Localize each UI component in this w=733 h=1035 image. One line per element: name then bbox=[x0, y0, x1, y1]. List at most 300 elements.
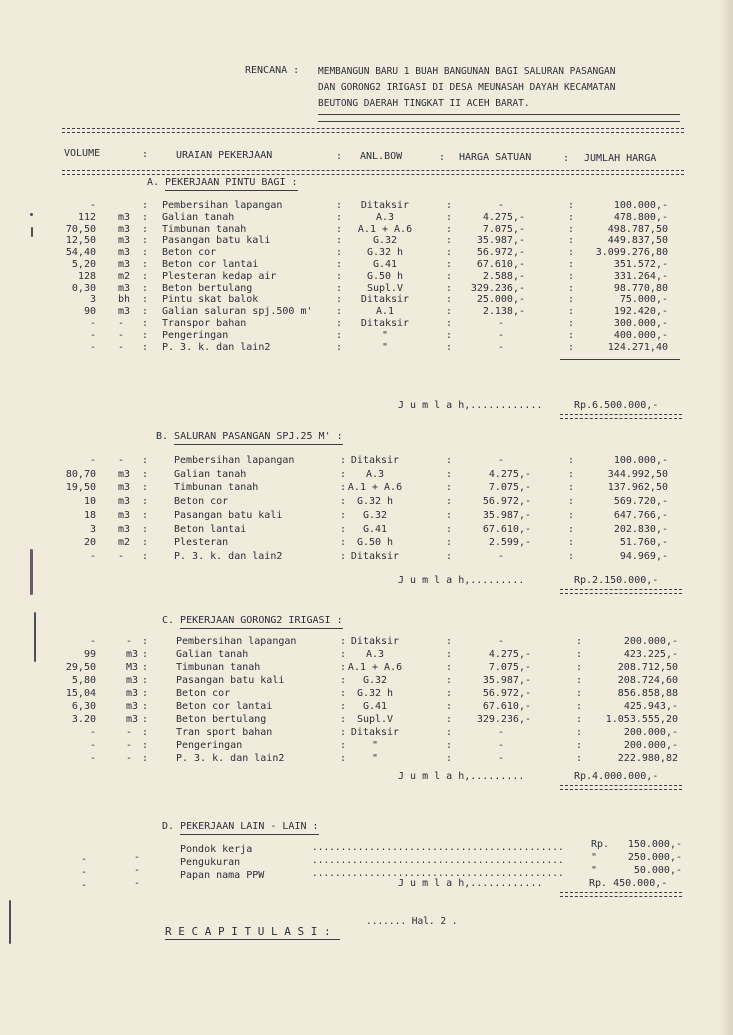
row-colon: : bbox=[142, 551, 149, 562]
row-colon: : bbox=[568, 259, 575, 270]
header-label: RENCANA : bbox=[245, 65, 300, 76]
row-unit: m3 bbox=[118, 259, 131, 270]
row-item: Pengeringan bbox=[162, 330, 229, 341]
row-colon: : bbox=[568, 342, 575, 353]
section-title-underline bbox=[180, 834, 319, 835]
total-label: J u m l a h,............ bbox=[398, 400, 543, 411]
row-colon: : bbox=[568, 524, 575, 535]
row-colon: : bbox=[568, 455, 575, 466]
row-colon: : bbox=[576, 688, 583, 699]
row-colon: : bbox=[568, 306, 575, 317]
row-anl-bow: G.50 h bbox=[366, 271, 404, 282]
row-item: Beton bertulang bbox=[162, 283, 253, 294]
row-colon: : bbox=[446, 200, 453, 211]
row-colon: : bbox=[336, 259, 343, 270]
row-colon: : bbox=[446, 649, 453, 660]
row-anl-bow: A.1 bbox=[375, 306, 395, 317]
row-unit-price: 329.236,- bbox=[470, 283, 525, 294]
row-colon: : bbox=[336, 330, 343, 341]
section-title-underline bbox=[174, 444, 343, 445]
row-unit: M3 bbox=[126, 662, 139, 673]
row-item: Pasangan batu kali bbox=[174, 510, 283, 521]
row-unit-price: - bbox=[497, 753, 505, 764]
row-unit: - bbox=[126, 740, 133, 751]
row-colon: : bbox=[142, 496, 149, 507]
row-item: Pondok kerja bbox=[180, 844, 253, 855]
row-colon: : bbox=[336, 283, 343, 294]
row-unit-price: 35.987,- bbox=[482, 510, 531, 521]
row-anl-bow: Ditaksir bbox=[350, 727, 400, 738]
row-amount: 3.099.276,80 bbox=[595, 247, 668, 258]
row-colon: : bbox=[340, 662, 347, 673]
row-colon: : bbox=[446, 482, 453, 493]
row-unit: m3 bbox=[126, 714, 139, 725]
row-unit-price: 7.075,- bbox=[488, 482, 531, 493]
row-colon: : bbox=[568, 235, 575, 246]
row-colon: : bbox=[446, 455, 453, 466]
row-unit-price: 25.000,- bbox=[476, 294, 525, 305]
row-unit-price: 35.987,- bbox=[482, 675, 531, 686]
row-item: Beton cor bbox=[176, 688, 231, 699]
header-underline bbox=[318, 114, 680, 115]
row-volume: 0,30 bbox=[71, 283, 96, 294]
row-item: Plesteran kedap air bbox=[162, 271, 277, 282]
row-volume: - bbox=[89, 455, 96, 466]
section-title: B. SALURAN PASANGAN SPJ.25 M' : bbox=[156, 431, 343, 442]
row-anl-bow: Ditaksir bbox=[350, 551, 400, 562]
row-item: Plesteran bbox=[174, 537, 229, 548]
row-volume: 10 bbox=[83, 496, 96, 507]
row-volume: 6,30 bbox=[71, 701, 96, 712]
row-colon: : bbox=[576, 636, 583, 647]
row-item: P. 3. k. dan lain2 bbox=[162, 342, 271, 353]
row-volume: 3 bbox=[89, 294, 96, 305]
total-double-underline bbox=[560, 785, 682, 790]
row-volume: 54,40 bbox=[65, 247, 96, 258]
row-colon: : bbox=[142, 283, 149, 294]
row-amount: 98.770,80 bbox=[613, 283, 668, 294]
row-unit-price: 2.138,- bbox=[482, 306, 525, 317]
row-volume: - bbox=[80, 854, 88, 865]
row-unit: m3 bbox=[126, 649, 139, 660]
row-anl-bow: A.3 bbox=[365, 469, 385, 480]
row-amount: 1.053.555,20 bbox=[605, 714, 678, 725]
row-item: Pasangan batu kali bbox=[162, 235, 271, 246]
row-colon: : bbox=[142, 482, 149, 493]
row-unit: m3 bbox=[118, 224, 131, 235]
row-colon: : bbox=[568, 283, 575, 294]
col-anl: ANL.BOW bbox=[360, 151, 403, 162]
row-volume: 15,04 bbox=[65, 688, 96, 699]
row-leader-dots: ............................................ bbox=[312, 855, 564, 866]
row-unit: m3 bbox=[118, 524, 131, 535]
row-colon: : bbox=[142, 318, 149, 329]
row-item: Pembersihan lapangan bbox=[162, 200, 283, 211]
row-volume: 5,20 bbox=[71, 259, 96, 270]
row-unit-price: 35.987,- bbox=[476, 235, 525, 246]
row-unit-price: 56.972,- bbox=[482, 688, 531, 699]
row-colon: : bbox=[446, 537, 453, 548]
row-colon: : bbox=[142, 294, 149, 305]
row-colon: : bbox=[568, 247, 575, 258]
row-unit-price: 7.075,- bbox=[488, 662, 531, 673]
row-colon: : bbox=[142, 714, 149, 725]
row-anl-bow: Ditaksir bbox=[350, 636, 400, 647]
row-amount: 202.830,- bbox=[613, 524, 668, 535]
header-line-1: MEMBANGUN BARU 1 BUAH BANGUNAN BAGI SALURAN PASANGAN bbox=[318, 66, 616, 77]
section-title-underline bbox=[165, 190, 298, 191]
row-colon: : bbox=[142, 212, 149, 223]
row-item: Timbunan tanah bbox=[162, 224, 247, 235]
row-unit-price: 56.972,- bbox=[476, 247, 525, 258]
row-amount: 192.420,- bbox=[613, 306, 668, 317]
row-colon: : bbox=[446, 551, 453, 562]
row-volume: 80,70 bbox=[65, 469, 96, 480]
row-volume: - bbox=[89, 200, 96, 211]
row-colon: : bbox=[142, 235, 149, 246]
row-colon: : bbox=[340, 740, 347, 751]
row-anl-bow: G.50 h bbox=[356, 537, 394, 548]
row-colon: : bbox=[336, 247, 343, 258]
row-volume: 3.20 bbox=[71, 714, 96, 725]
row-colon: : bbox=[340, 727, 347, 738]
row-colon: : bbox=[446, 235, 453, 246]
row-item: Pengukuran bbox=[180, 857, 241, 868]
row-item: Pasangan batu kali bbox=[176, 675, 285, 686]
row-anl-bow: G.32 h bbox=[366, 247, 404, 258]
row-item: Transpor bahan bbox=[162, 318, 247, 329]
row-amount: 200.000,- bbox=[623, 636, 678, 647]
row-colon: : bbox=[568, 551, 575, 562]
row-item: Galian tanah bbox=[176, 649, 249, 660]
row-unit: - bbox=[126, 636, 133, 647]
row-item: Tran sport bahan bbox=[176, 727, 273, 738]
row-unit-price: 67.610,- bbox=[482, 524, 531, 535]
row-colon: : bbox=[340, 701, 347, 712]
row-colon: : bbox=[446, 469, 453, 480]
row-amount: 423.225,- bbox=[623, 649, 678, 660]
row-unit: m3 bbox=[126, 675, 139, 686]
row-amount: 100.000,- bbox=[613, 200, 668, 211]
total-double-underline bbox=[560, 589, 682, 594]
row-unit: m2 bbox=[118, 271, 131, 282]
row-unit-price: 56.972,- bbox=[482, 496, 531, 507]
row-unit: m2 bbox=[118, 537, 131, 548]
row-currency: " bbox=[591, 852, 598, 863]
row-unit: m3 bbox=[118, 306, 131, 317]
row-unit: - bbox=[118, 551, 125, 562]
section-title: C. PEKERJAAN GORONG2 IRIGASI : bbox=[162, 615, 343, 626]
row-amount: 200.000,- bbox=[623, 740, 678, 751]
row-colon: : bbox=[568, 469, 575, 480]
row-item: Pengeringan bbox=[176, 740, 243, 751]
row-colon: : bbox=[446, 688, 453, 699]
row-colon: : bbox=[446, 510, 453, 521]
row-colon: : bbox=[446, 636, 453, 647]
row-unit-price: 67.610,- bbox=[482, 701, 531, 712]
row-unit: bh bbox=[118, 294, 131, 305]
row-volume: 5,80 bbox=[71, 675, 96, 686]
row-anl-bow: G.41 bbox=[372, 259, 398, 270]
row-amount: 300.000,- bbox=[613, 318, 668, 329]
row-colon: : bbox=[568, 271, 575, 282]
row-colon: : bbox=[568, 482, 575, 493]
row-unit: - bbox=[118, 342, 125, 353]
row-colon: : bbox=[576, 649, 583, 660]
col-sep-3: : bbox=[439, 152, 446, 163]
row-unit: m3 bbox=[118, 469, 131, 480]
row-unit-price: 4.275,- bbox=[488, 649, 531, 660]
row-volume: 90 bbox=[83, 306, 96, 317]
row-amount: 344.992,50 bbox=[607, 469, 668, 480]
row-volume: - bbox=[80, 880, 88, 891]
margin-pen-mark bbox=[31, 227, 33, 237]
row-colon: : bbox=[340, 688, 347, 699]
row-colon: : bbox=[336, 235, 343, 246]
row-unit-price: 67.610,- bbox=[476, 259, 525, 270]
row-colon: : bbox=[336, 294, 343, 305]
row-amount: 50.000,- bbox=[633, 865, 682, 876]
row-colon: : bbox=[142, 247, 149, 258]
row-amount: 250.000,- bbox=[627, 852, 682, 863]
row-unit: - bbox=[134, 865, 141, 876]
row-amount: 222.980,82 bbox=[617, 753, 678, 764]
row-unit: m3 bbox=[118, 283, 131, 294]
row-leader-dots: ............................................ bbox=[312, 842, 564, 853]
row-unit-price: - bbox=[497, 727, 505, 738]
total-value: Rp.4.000.000,- bbox=[574, 771, 659, 782]
margin-pen-mark bbox=[30, 549, 33, 595]
row-volume: 12,50 bbox=[65, 235, 96, 246]
row-colon: : bbox=[568, 318, 575, 329]
row-colon: : bbox=[568, 212, 575, 223]
row-volume: - bbox=[89, 342, 96, 353]
row-anl-bow: A.3 bbox=[375, 212, 395, 223]
total-value: Rp.6.500.000,- bbox=[574, 400, 659, 411]
row-colon: : bbox=[336, 212, 343, 223]
row-colon: : bbox=[576, 675, 583, 686]
header-line-3: BEUTONG DAERAH TINGKAT II ACEH BARAT. bbox=[318, 98, 530, 109]
row-amount: 200.000,- bbox=[623, 727, 678, 738]
row-amount: 498.787,50 bbox=[607, 224, 668, 235]
row-colon: : bbox=[142, 330, 149, 341]
row-colon: : bbox=[446, 294, 453, 305]
row-anl-bow: G.32 bbox=[362, 675, 388, 686]
row-volume: 20 bbox=[83, 537, 96, 548]
row-colon: : bbox=[340, 496, 347, 507]
row-colon: : bbox=[568, 537, 575, 548]
row-volume: 112 bbox=[77, 212, 96, 223]
row-anl-bow: G.32 h bbox=[356, 496, 394, 507]
row-colon: : bbox=[446, 342, 453, 353]
total-label: J u m l a h,............ bbox=[398, 878, 543, 889]
total-value: Rp.2.150.000,- bbox=[574, 575, 659, 586]
row-anl-bow: Ditaksir bbox=[350, 455, 400, 466]
row-colon: : bbox=[446, 714, 453, 725]
margin-pen-mark bbox=[34, 612, 36, 662]
margin-pen-mark bbox=[9, 900, 11, 944]
recap-underline bbox=[165, 939, 340, 940]
row-item: Beton lantai bbox=[174, 524, 247, 535]
row-colon: : bbox=[336, 224, 343, 235]
row-unit-price: 7.075,- bbox=[482, 224, 525, 235]
row-amount: 331.264,- bbox=[613, 271, 668, 282]
row-amount: 569.720,- bbox=[613, 496, 668, 507]
row-volume: 19,50 bbox=[65, 482, 96, 493]
margin-pen-dot bbox=[30, 213, 33, 216]
row-anl-bow: A.1 + A.6 bbox=[347, 482, 403, 493]
row-volume: - bbox=[89, 636, 96, 647]
row-volume: - bbox=[89, 330, 96, 341]
col-uraian: URAIAN PEKERJAAN bbox=[176, 150, 273, 161]
row-unit: - bbox=[118, 330, 125, 341]
row-unit: - bbox=[118, 455, 125, 466]
row-colon: : bbox=[446, 247, 453, 258]
row-colon: : bbox=[446, 330, 453, 341]
row-item: Timbunan tanah bbox=[176, 662, 261, 673]
row-anl-bow: G.32 h bbox=[356, 688, 394, 699]
row-unit: m3 bbox=[118, 496, 131, 507]
row-colon: : bbox=[568, 224, 575, 235]
row-colon: : bbox=[576, 714, 583, 725]
total-double-underline bbox=[560, 892, 682, 897]
row-colon: : bbox=[576, 662, 583, 673]
total-value: Rp. 450.000,- bbox=[589, 878, 668, 889]
row-unit-price: - bbox=[497, 455, 505, 466]
row-amount: 449.837,50 bbox=[607, 235, 668, 246]
row-amount: 351.572,- bbox=[613, 259, 668, 270]
row-colon: : bbox=[336, 271, 343, 282]
row-unit: - bbox=[126, 753, 133, 764]
row-colon: : bbox=[142, 342, 149, 353]
row-item: Pembersihan lapangan bbox=[174, 455, 295, 466]
row-currency: " bbox=[591, 865, 598, 876]
col-sep-4: : bbox=[563, 153, 570, 164]
row-volume: 70,50 bbox=[65, 224, 96, 235]
row-colon: : bbox=[142, 753, 149, 764]
row-colon: : bbox=[340, 469, 347, 480]
row-item: Pembersihan lapangan bbox=[176, 636, 297, 647]
row-anl-bow: Supl.V bbox=[356, 714, 394, 725]
row-volume: 29,50 bbox=[65, 662, 96, 673]
row-colon: : bbox=[142, 649, 149, 660]
row-item: Galian tanah bbox=[174, 469, 247, 480]
row-colon: : bbox=[576, 753, 583, 764]
row-unit: - bbox=[134, 878, 141, 889]
row-colon: : bbox=[142, 224, 149, 235]
row-unit: m3 bbox=[118, 482, 131, 493]
row-unit-price: - bbox=[497, 342, 505, 353]
total-double-underline bbox=[560, 414, 682, 419]
row-colon: : bbox=[340, 510, 347, 521]
row-volume: - bbox=[89, 727, 96, 738]
row-unit-price: - bbox=[497, 551, 505, 562]
row-anl-bow: " bbox=[371, 753, 379, 764]
row-colon: : bbox=[336, 318, 343, 329]
recap-ref: ....... Hal. 2 . bbox=[366, 916, 458, 927]
row-anl-bow: Ditaksir bbox=[360, 294, 410, 305]
row-unit: - bbox=[118, 318, 125, 329]
row-anl-bow: G.32 bbox=[362, 510, 388, 521]
row-colon: : bbox=[446, 675, 453, 686]
row-unit: m3 bbox=[118, 235, 131, 246]
row-unit: - bbox=[126, 727, 133, 738]
row-anl-bow: A.1 + A.6 bbox=[357, 224, 413, 235]
row-colon: : bbox=[142, 740, 149, 751]
section-title-underline bbox=[180, 628, 343, 629]
row-unit-price: 329.236,- bbox=[476, 714, 531, 725]
row-colon: : bbox=[142, 662, 149, 673]
row-anl-bow: Ditaksir bbox=[360, 200, 410, 211]
row-amount: 208.724,60 bbox=[617, 675, 678, 686]
row-unit-price: - bbox=[497, 740, 505, 751]
row-unit-price: - bbox=[497, 330, 505, 341]
row-volume: - bbox=[89, 753, 96, 764]
row-colon: : bbox=[446, 662, 453, 673]
row-amount: 137.962,50 bbox=[607, 482, 668, 493]
row-item: Beton bertulang bbox=[176, 714, 267, 725]
row-colon: : bbox=[446, 283, 453, 294]
row-anl-bow: A.3 bbox=[365, 649, 385, 660]
row-volume: - bbox=[89, 318, 96, 329]
recap-label: R E C A P I T U L A S I : bbox=[165, 925, 331, 938]
row-colon: : bbox=[446, 306, 453, 317]
row-colon: : bbox=[142, 727, 149, 738]
row-colon: : bbox=[576, 701, 583, 712]
row-anl-bow: " bbox=[371, 740, 379, 751]
row-unit: m3 bbox=[118, 212, 131, 223]
total-label: J u m l a h,......... bbox=[398, 771, 525, 782]
row-anl-bow: A.1 + A.6 bbox=[347, 662, 403, 673]
row-colon: : bbox=[446, 740, 453, 751]
row-amount: 478.800,- bbox=[613, 212, 668, 223]
row-colon: : bbox=[568, 330, 575, 341]
row-colon: : bbox=[576, 740, 583, 751]
row-unit: m3 bbox=[126, 701, 139, 712]
row-colon: : bbox=[142, 510, 149, 521]
row-amount: 100.000,- bbox=[613, 455, 668, 466]
row-volume: 3 bbox=[89, 524, 96, 535]
row-colon: : bbox=[142, 537, 149, 548]
row-colon: : bbox=[568, 294, 575, 305]
row-colon: : bbox=[142, 200, 149, 211]
row-item: Beton cor lantai bbox=[176, 701, 273, 712]
row-colon: : bbox=[446, 701, 453, 712]
row-volume: 128 bbox=[77, 271, 96, 282]
row-amount: 425.943,- bbox=[623, 701, 678, 712]
row-amount: 94.969,- bbox=[619, 551, 668, 562]
paper-edge-shadow bbox=[719, 0, 733, 1035]
row-colon: : bbox=[142, 688, 149, 699]
section-title: D. PEKERJAAN LAIN - LAIN : bbox=[162, 821, 319, 832]
row-unit-price: 2.599,- bbox=[488, 537, 531, 548]
row-colon: : bbox=[446, 224, 453, 235]
subtotal-rule bbox=[560, 359, 680, 360]
col-jumlah: JUMLAH HARGA bbox=[584, 153, 657, 164]
row-unit: m3 bbox=[118, 510, 131, 521]
row-unit-price: 4.275,- bbox=[488, 469, 531, 480]
row-anl-bow: Ditaksir bbox=[360, 318, 410, 329]
row-colon: : bbox=[446, 727, 453, 738]
row-item: Pintu skat balok bbox=[162, 294, 259, 305]
row-colon: : bbox=[142, 271, 149, 282]
row-colon: : bbox=[340, 524, 347, 535]
row-amount: 51.760,- bbox=[619, 537, 668, 548]
row-amount: 856.858,88 bbox=[617, 688, 678, 699]
row-colon: : bbox=[446, 259, 453, 270]
row-item: Papan nama PPW bbox=[180, 870, 265, 881]
row-colon: : bbox=[142, 701, 149, 712]
